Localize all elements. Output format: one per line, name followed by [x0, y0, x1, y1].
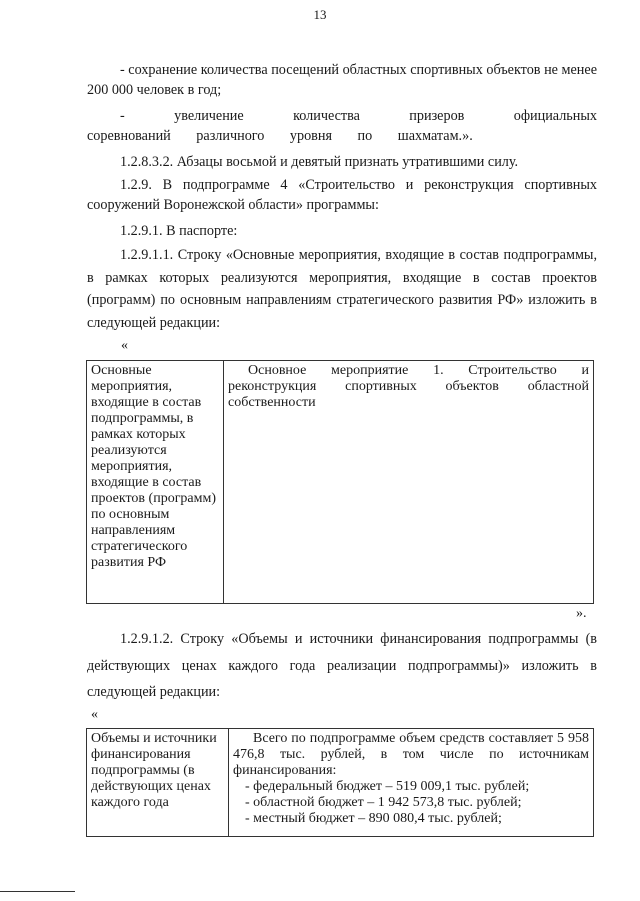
- paragraph-1-2-9: 1.2.9. В подпрограмме 4 «Строительство и реконструкция спортивных сооружений Воронежской области» программы:: [87, 177, 597, 213]
- financing-item-local: - местный бюджет – 890 080,4 тыс. рублей;: [245, 811, 502, 826]
- table-row: [87, 361, 594, 604]
- page-number: 13: [313, 7, 327, 22]
- table2-left-cell: Объемы и источники финансирования подпрограммы (в действующих ценах каждого года: [87, 729, 229, 837]
- paragraph-1-2-8-3-2: 1.2.8.3.2. Абзацы восьмой и девятый признать утратившими силу.: [120, 154, 519, 170]
- table2-open-quote: «: [91, 707, 98, 722]
- table1-open-quote: «: [121, 338, 128, 353]
- financing-item-federal: - федеральный бюджет – 519 009,1 тыс. рублей;: [245, 779, 530, 794]
- paragraph-1-2-9-1-2: 1.2.9.1.2. Строку «Объемы и источники финансирования подпрограммы (в действующих ценах каждого года реализации подпрограммы)» изложить в следующей редакции:: [87, 631, 597, 700]
- table2-right-cell: [229, 729, 594, 837]
- paragraph-1-2-9-1-1: 1.2.9.1.1. Строку «Основные мероприятия, входящие в состав подпрограммы, в рамках которых реализуются мероприятия, входящие в состав проектов (программ) по основным направлениям стратегического развития РФ» изложить в следующей редакции:: [87, 247, 597, 331]
- table1-right-cell: Основное мероприятие 1. Строительство и реконструкция спортивных объектов областной собственности: [224, 361, 594, 604]
- financing-item-regional: - областной бюджет – 1 942 573,8 тыс. рублей;: [245, 795, 522, 810]
- table1-close-quote: ».: [576, 606, 587, 621]
- table-financing: [86, 728, 594, 837]
- paragraph-chess-winners: - увеличение количества призеров официальных соревнований различного уровня по шахматам.».: [87, 108, 597, 144]
- paragraph-attendance: - сохранение количества посещений областных спортивных объектов не менее 200 000 человек в год;: [87, 62, 597, 98]
- table2-total-text: Всего по подпрограмме объем средств составляет 5 958 476,8 тыс. рублей, в том числе по источникам финансирования:: [233, 731, 589, 778]
- table1-left-cell: Основные мероприятия, входящие в состав подпрограммы, в рамках которых реализуются мероприятия, входящие в состав проектов (программ) по основным направлениям стратегического развития РФ: [87, 361, 224, 604]
- table-row: [87, 729, 594, 837]
- table-main-activities: [86, 360, 594, 604]
- paragraph-1-2-9-1: 1.2.9.1. В паспорте:: [120, 223, 238, 239]
- footnote-separator: [0, 891, 75, 892]
